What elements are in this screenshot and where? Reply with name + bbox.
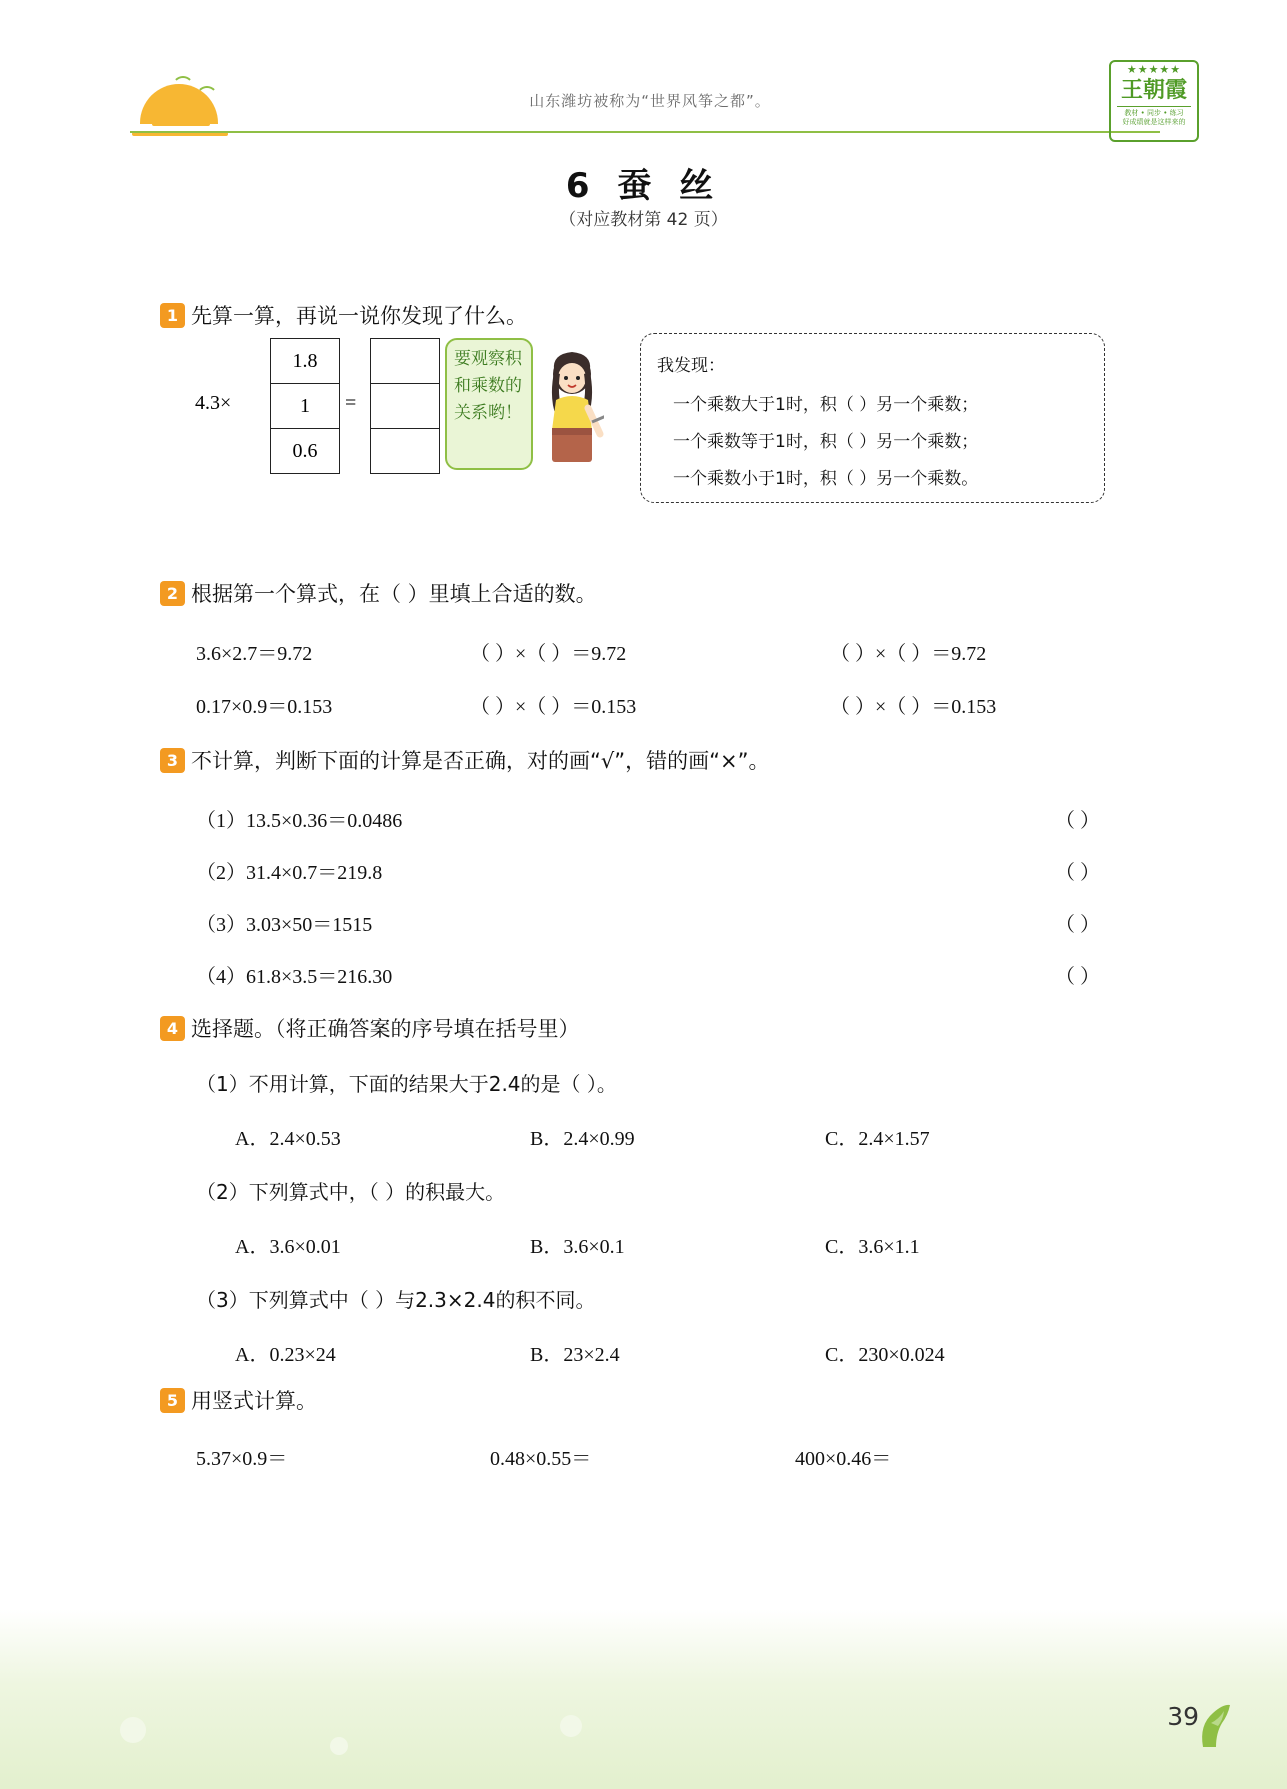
ex1-answer-boxes: [370, 338, 440, 474]
header-divider: [130, 131, 1160, 133]
ex3-bracket-4[interactable]: （ ）: [1055, 966, 1100, 988]
footer-blob-2: [330, 1737, 348, 1755]
note-line-2[interactable]: 一个乘数等于1时，积（ ）另一个乘数；: [673, 432, 979, 452]
stamp-divider: [1117, 106, 1191, 107]
ex4-q2-option-a[interactable]: A．3.6×0.01: [235, 1236, 341, 1258]
exercise-5-text: 用竖式计算。: [191, 1389, 317, 1413]
ex1-answer-box-3[interactable]: [371, 429, 439, 473]
ex3-bracket-1[interactable]: （ ）: [1055, 810, 1100, 832]
ex2-row1-given: 3.6×2.7＝9.72: [196, 643, 313, 665]
exercise-3-number: 3: [160, 748, 185, 773]
exercise-5-number: 5: [160, 1388, 185, 1413]
ex2-row2-blank-2[interactable]: （ ）×（ ）＝0.153: [830, 696, 997, 718]
ex3-bracket-2[interactable]: （ ）: [1055, 862, 1100, 884]
note-title: 我发现：: [657, 356, 725, 376]
ex1-factor-1: 1.8: [271, 339, 339, 384]
page-header: [0, 0, 1287, 150]
ex4-q3-option-c[interactable]: C．230×0.024: [825, 1344, 945, 1366]
ex4-q1-option-c[interactable]: C．2.4×1.57: [825, 1128, 930, 1150]
ex3-bracket-3[interactable]: （ ）: [1055, 914, 1100, 936]
ex4-q3-option-b[interactable]: B．23×2.4: [530, 1344, 620, 1366]
ex1-answer-box-1[interactable]: [371, 339, 439, 384]
bird-icon-2: [196, 86, 218, 97]
exercise-2-heading: [160, 578, 597, 608]
exercise-2-text: 根据第一个算式，在（ ）里填上合适的数。: [191, 582, 597, 606]
ex3-item-1: （1）13.5×0.36＝0.0486: [196, 810, 403, 832]
exercise-3-heading: [160, 745, 770, 775]
ex1-equals-sign: =: [345, 392, 357, 414]
ex4-q2-stem: （2）下列算式中，（ ）的积最大。: [196, 1180, 506, 1204]
stamp-sub-2: 好成绩就是这样来的: [1122, 118, 1186, 126]
page-title: 6 蚕 丝: [565, 166, 722, 206]
ex1-left-factor: 4.3×: [195, 392, 232, 414]
exercise-1-body: [0, 330, 1287, 500]
page-subtitle: （对应教材第 42 页）: [559, 210, 728, 230]
sun-ray-2: [152, 122, 210, 126]
hint-speech-bubble: 要观察积和乘数的关系哟！: [445, 338, 533, 470]
publisher-stamp: [1109, 60, 1199, 142]
ex2-row1-blank-2[interactable]: （ ）×（ ）＝9.72: [830, 643, 987, 665]
stamp-stars: ★★★★★: [1126, 63, 1182, 76]
ex2-row2-given: 0.17×0.9＝0.153: [196, 696, 333, 718]
ex2-row1-blank-1[interactable]: （ ）×（ ）＝9.72: [470, 643, 627, 665]
ex1-factor-boxes: [270, 338, 340, 474]
dolphin-icon: [1197, 1703, 1231, 1749]
ex1-answer-box-2[interactable]: [371, 384, 439, 429]
exercise-3-text: 不计算，判断下面的计算是否正确，对的画“√”，错的画“×”。: [191, 749, 770, 773]
exercise-4-number: 4: [160, 1016, 185, 1041]
footer-blob-1: [120, 1717, 146, 1743]
ex1-factor-2: 1: [271, 384, 339, 429]
footer-blob-3: [560, 1715, 582, 1737]
ex5-item-1[interactable]: 5.37×0.9＝: [196, 1448, 288, 1470]
ex4-q2-option-c[interactable]: C．3.6×1.1: [825, 1236, 920, 1258]
note-line-1[interactable]: 一个乘数大于1时，积（ ）另一个乘数；: [673, 395, 979, 415]
exercise-1-heading: [160, 300, 527, 330]
note-line-3[interactable]: 一个乘数小于1时，积（ ）另一个乘数。: [673, 469, 979, 489]
ex4-q3-option-a[interactable]: A．0.23×24: [235, 1344, 336, 1366]
exercise-2-number: 2: [160, 581, 185, 606]
student-girl-illustration: [540, 348, 604, 474]
ex4-q1-option-a[interactable]: A．2.4×0.53: [235, 1128, 341, 1150]
bird-icon-1: [172, 76, 194, 87]
ex5-item-2[interactable]: 0.48×0.55＝: [490, 1448, 592, 1470]
ex5-item-3[interactable]: 400×0.46＝: [795, 1448, 892, 1470]
ex1-factor-3: 0.6: [292, 440, 318, 462]
stamp-sub-1: 教材 • 同步 • 练习: [1124, 109, 1184, 117]
ex4-q1-stem: （1）不用计算，下面的结果大于2.4的是（ ）。: [196, 1072, 617, 1096]
exercise-4-text: 选择题。（将正确答案的序号填在括号里）: [191, 1017, 580, 1041]
ex3-item-3: （3）3.03×50＝1515: [196, 914, 373, 936]
exercise-1-text: 先算一算，再说一说你发现了什么。: [191, 304, 527, 328]
ex3-item-4: （4）61.8×3.5＝216.30: [196, 966, 393, 988]
stamp-brand: 王朝霞: [1120, 78, 1187, 103]
ex4-q2-option-b[interactable]: B．3.6×0.1: [530, 1236, 625, 1258]
page-number: 39: [1167, 1702, 1199, 1731]
exercise-1-number: 1: [160, 303, 185, 328]
discovery-note-box: [640, 333, 1105, 503]
ex3-item-2: （2）31.4×0.7＝219.8: [196, 862, 383, 884]
page-footer: [0, 1609, 1287, 1789]
exercise-5-heading: [160, 1385, 317, 1415]
ex4-q3-stem: （3）下列算式中（ ）与2.3×2.4的积不同。: [196, 1288, 596, 1312]
header-banner-text: 山东潍坊被称为“世界风筝之都”。: [529, 92, 771, 110]
exercise-4-heading: [160, 1013, 580, 1043]
ex2-row2-blank-1[interactable]: （ ）×（ ）＝0.153: [470, 696, 637, 718]
ex4-q1-option-b[interactable]: B．2.4×0.99: [530, 1128, 635, 1150]
